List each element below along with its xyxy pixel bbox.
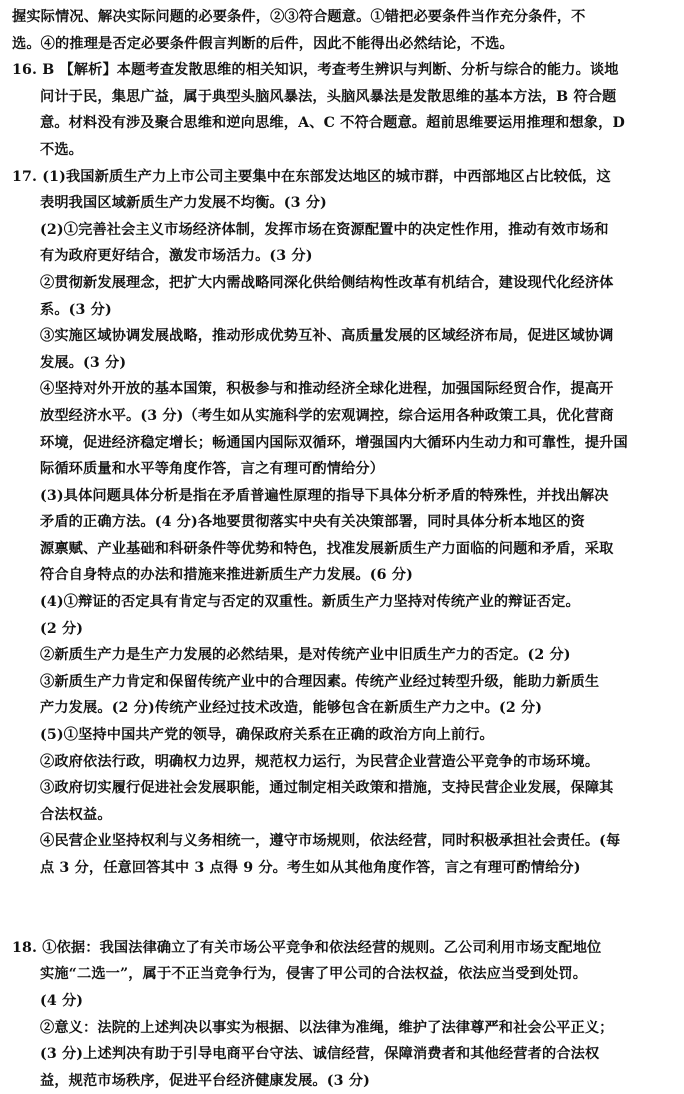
text-line: ④民营企业坚持权利与义务相统一，遵守市场规则，依法经营，同时积极承担社会责任。(每: [40, 833, 621, 850]
text-line: 际循环质量和水平等角度作答，言之有理可酌情给分）: [40, 461, 385, 478]
text-line: ③新质生产力肯定和保留传统产业中的合理因素。传统产业经过转型升级，能助力新质生: [40, 673, 600, 690]
text-line: 产力发展。(2 分)传统产业经过技术改造，能够包含在新质生产力之中。(2 分): [40, 700, 543, 717]
text-line: 选。④的推理是否定必要条件假言判断的后件，因此不能得出必然结论，不选。: [12, 35, 514, 52]
text-line: (3 分)上述判决有助于引导电商平台守法、诚信经营，保障消费者和其他经营者的合法权: [40, 1046, 600, 1063]
text-line: 实施“二选一”，属于不正当竞争行为，侵害了甲公司的合法权益，依法应当受到处罚。: [40, 966, 588, 983]
text-line: [12, 882, 672, 909]
text-line: (2 分): [40, 620, 84, 637]
text-line: (3)具体问题具体分析是指在矛盾普遍性原理的指导下具体分析矛盾的特殊性，并找出解决: [40, 487, 609, 504]
text-line: 有为政府更好结合，激发市场活力。(3 分): [40, 248, 313, 265]
text-line: [12, 908, 672, 935]
text-line: 意。材料没有涉及聚合思维和逆向思维，A、C 不符合题意。超前思维要运用推理和想象，D: [40, 115, 625, 132]
q15-continuation: [12, 4, 672, 57]
text-line: 问计于民，集思广益，属于典型头脑风暴法，头脑风暴法是发散思维的基本方法，B 符合题: [40, 88, 617, 105]
text-line: 握实际情况、解决实际问题的必要条件，②③符合题意。①错把必要条件当作充分条件，不: [12, 9, 586, 25]
text-line: 点 3 分，任意回答其中 3 点得 9 分。考生如从其他角度作答，言之有理可酌情给分): [40, 860, 581, 876]
text-line: ②新质生产力是生产力发展的必然结果，是对传统产业中旧质生产力的否定。(2 分): [40, 647, 571, 664]
text-line: 不选。: [40, 141, 84, 158]
answer-16: [12, 57, 672, 163]
text-line: ②政府依法行政，明确权力边界，规范权力运行，为民营企业营造公平竞争的市场环境。: [40, 753, 600, 770]
text-line: 系。(3 分): [40, 301, 112, 318]
text-line: 合法权益。: [40, 806, 112, 823]
text-line: ④坚持对外开放的基本国策，积极参与和推动经济全球化进程，加强国际经贸合作，提高开: [40, 381, 614, 398]
text-line: 符合自身特点的办法和措施来推进新质生产力发展。(6 分): [40, 567, 413, 584]
text-line: 益，规范市场秩序，促进平台经济健康发展。(3 分): [40, 1072, 370, 1089]
text-line: 发展。(3 分): [40, 354, 127, 371]
text-line: (2)①完善社会主义市场经济体制，发挥市场在资源配置中的决定性作用，推动有效市场和: [40, 221, 609, 238]
answer-18-heading: 18. ①依据：我国法律确立了有关市场公平竞争和依法经营的规则。乙公司利用市场支配地位: [12, 939, 602, 956]
text-line: ②贯彻新发展理念，把扩大内需战略同深化供给侧结构性改革有机结合，建设现代化经济体: [40, 274, 614, 291]
answer-17: [12, 164, 672, 935]
text-line: ②意义：法院的上述判决以事实为根据、以法律为准绳，维护了法律尊严和社会公平正义；: [40, 1019, 614, 1036]
text-line: 放型经济水平。(3 分)（考生如从实施科学的宏观调控，综合运用各种政策工具，优化营商: [40, 407, 614, 424]
text-line: (4)①辩证的否定具有肯定与否定的双重性。新质生产力坚持对传统产业的辩证否定。: [40, 594, 580, 611]
text-line: (4 分): [40, 992, 84, 1009]
answer-18: [12, 935, 672, 1094]
answer-17-heading: 17. (1)我国新质生产力上市公司主要集中在东部发达地区的城市群，中西部地区占比较低，这: [12, 168, 611, 185]
text-line: 表明我国区域新质生产力发展不均衡。(3 分): [40, 195, 327, 212]
answer-16-heading: 16. B 【解析】本题考查发散思维的相关知识，考查考生辨识与判断、分析与综合的能力。谈地: [12, 62, 619, 79]
text-line: 环境，促进经济稳定增长；畅通国内国际双循环，增强国内大循环内生动力和可靠性，提升国: [40, 434, 628, 451]
text-line: (5)①坚持中国共产党的领导，确保政府关系在正确的政治方向上前行。: [40, 727, 494, 744]
text-line: 矛盾的正确方法。(4 分)各地要贯彻落实中央有关决策部署，同时具体分析本地区的资: [40, 514, 585, 531]
text-line: 源禀赋、产业基础和科研条件等优势和特色，找准发展新质生产力面临的问题和矛盾，采取: [40, 540, 614, 557]
text-line: ③政府切实履行促进社会发展职能，通过制定相关政策和措施，支持民营企业发展，保障其: [40, 780, 614, 797]
text-line: ③实施区域协调发展战略，推动形成优势互补、高质量发展的区域经济布局，促进区域协调: [40, 328, 614, 345]
